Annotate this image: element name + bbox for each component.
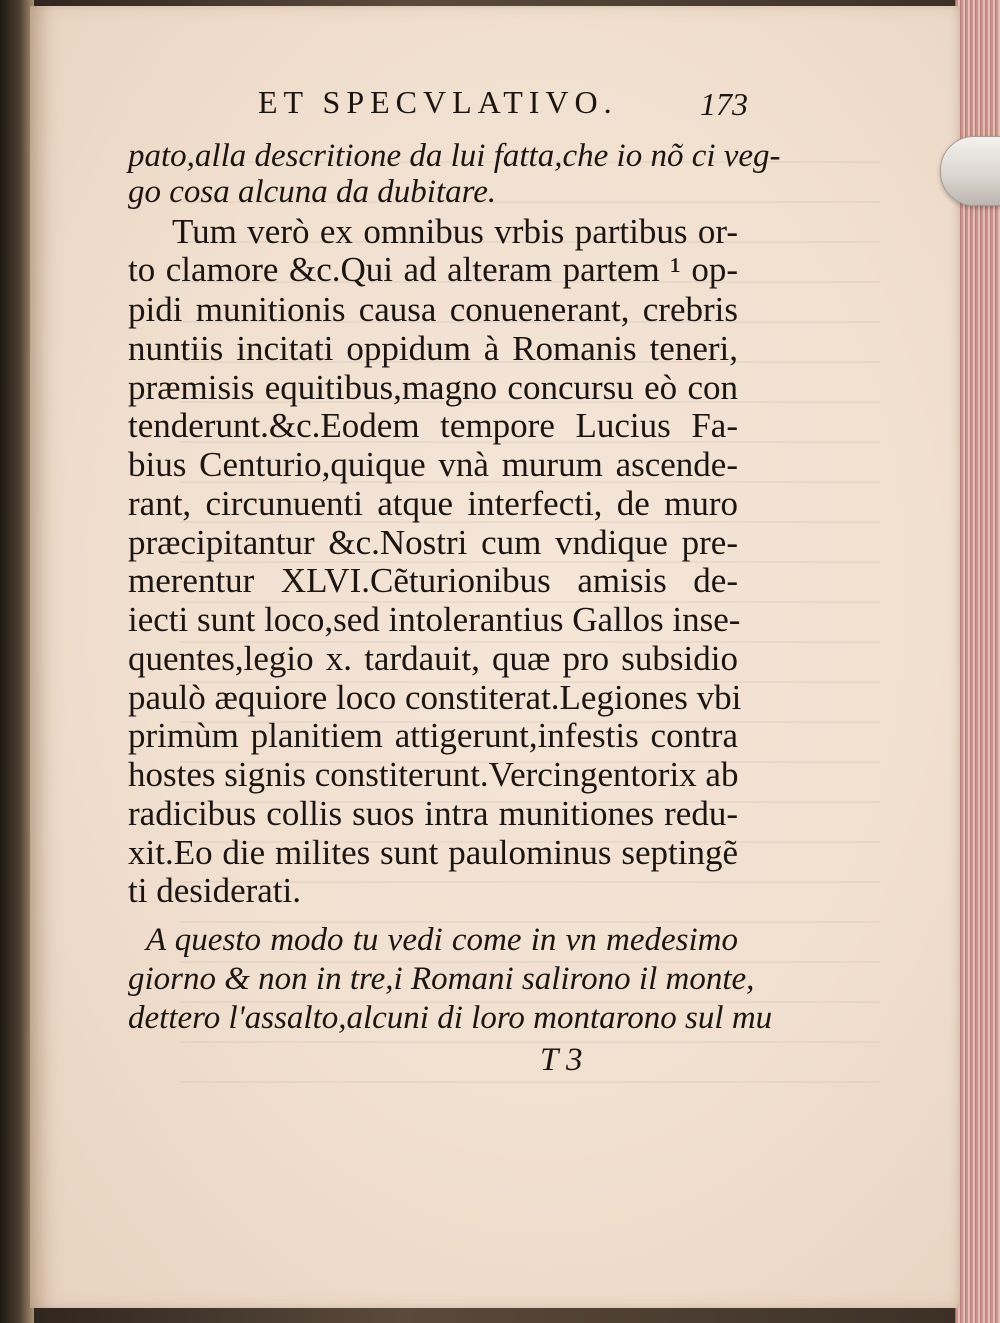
- text-line: xit.Eo die milites sunt paulominus septingẽ: [128, 833, 738, 872]
- text-line: radicibus collis suos intra munitiones redu-: [128, 794, 738, 833]
- text-line: nuntiis incitati oppidum à Romanis teneri,: [128, 329, 738, 368]
- text-line: pato,alla descritione da lui fatta,che io nõ ci veg-: [128, 138, 781, 174]
- text-line: rant, circunuenti atque interfecti, de muro: [128, 484, 738, 523]
- text-line: tenderunt.&c.Eodem tempore Lucius Fa-: [128, 406, 738, 445]
- signature-mark: T 3: [540, 1042, 583, 1078]
- text-line: Tum verò ex omnibus vrbis partibus or-: [172, 212, 738, 251]
- text-line: bius Centurio,quique vnà murum ascende-: [128, 445, 738, 484]
- text-line: pidi munitionis causa conuenerant, crebris: [128, 290, 738, 329]
- text-line: go cosa alcuna da dubitare.: [128, 174, 497, 210]
- text-line: quentes,legio x. tardauit, quæ pro subsidio: [128, 639, 738, 678]
- text-line: A questo modo tu vedi come in vn medesimo: [146, 922, 738, 958]
- text-line: præcipitantur &c.Nostri cum vndique pre-: [128, 523, 738, 562]
- page-number: 173: [700, 86, 748, 122]
- text-line: hostes signis constiterunt.Vercingentorix ab: [128, 755, 739, 794]
- text-line: merentur XLVI.Cẽturionibus amisis de-: [128, 561, 738, 600]
- text-line: to clamore &c.Qui ad alteram partem ¹ op-: [128, 250, 738, 289]
- text-line: primùm planitiem attigerunt,infestis contra: [128, 716, 738, 755]
- running-head: ET SPECVLATIVO.: [258, 84, 618, 120]
- text-line: giorno & non in tre,i Romani salirono il monte,: [128, 961, 755, 997]
- text-line: dettero l'assalto,alcuni di loro montarono sul mu: [128, 1000, 773, 1036]
- book-spine-edge: [0, 0, 34, 1323]
- text-line: præmisis equitibus,magno concursu eò con: [128, 368, 738, 407]
- text-line: iecti sunt loco,sed intolerantius Gallos inse-: [128, 600, 741, 639]
- text-line: ti desiderati.: [128, 871, 302, 910]
- text-line: paulò æquiore loco constiterat.Legiones vbi: [128, 678, 742, 717]
- bookmark-tab[interactable]: [940, 136, 1000, 206]
